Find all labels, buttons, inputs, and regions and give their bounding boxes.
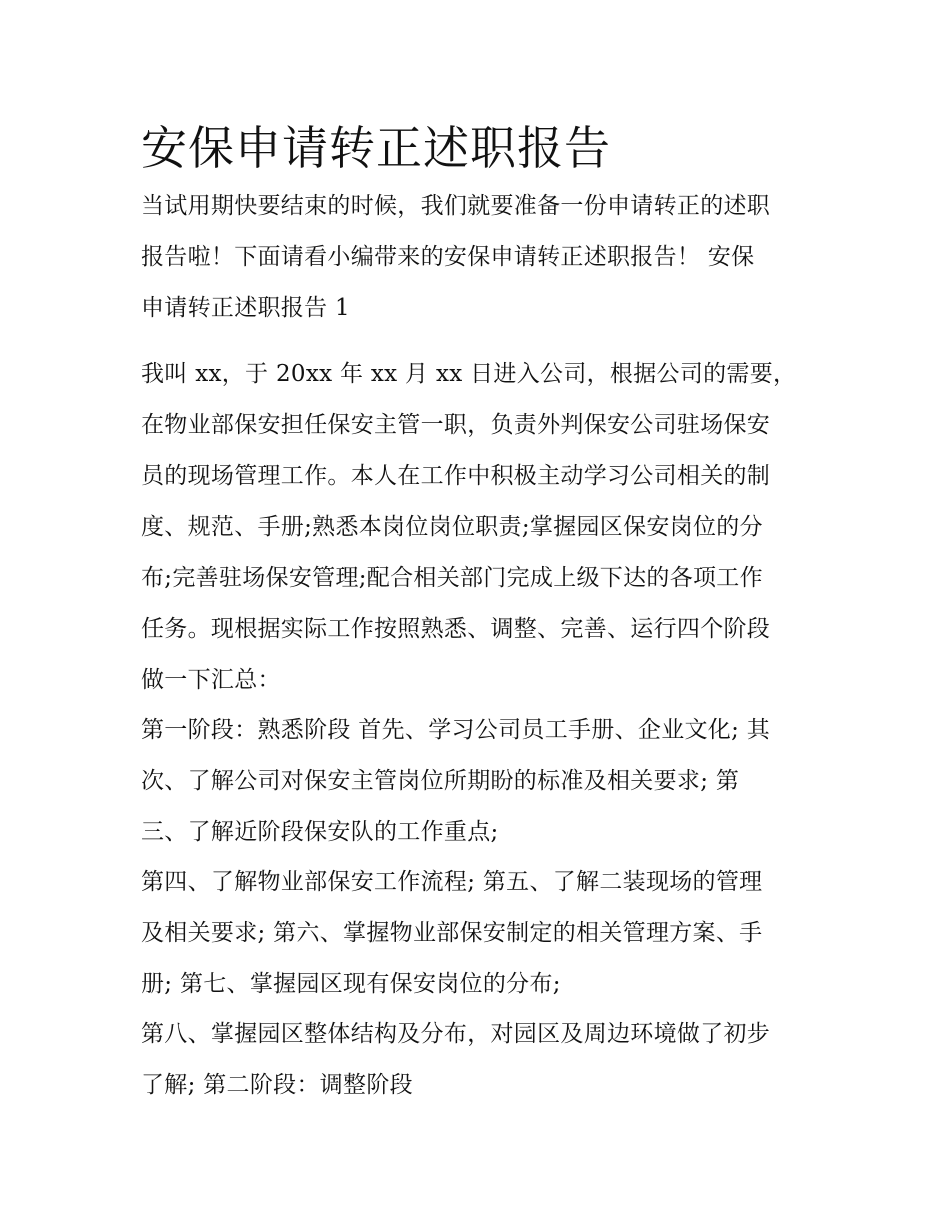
- text-line: 员的现场管理工作。本人在工作中积极主动学习公司相关的制: [141, 463, 771, 489]
- paragraph-self-introduction: [141, 349, 821, 706]
- text-line: 在物业部保安担任保安主管一职，负责外判保安公司驻场保安: [141, 412, 771, 438]
- text-line: 做一下汇总：: [141, 667, 281, 693]
- paragraph-intro: [141, 181, 821, 334]
- text-line: 第一阶段：熟悉阶段 首先、学习公司员工手册、企业文化; 其: [141, 717, 771, 743]
- text-line: 当试用期快要结束的时候，我们就要准备一份申请转正的述职: [141, 193, 771, 219]
- text-line: 度、规范、手册;熟悉本岗位岗位职责;掌握园区保安岗位的分: [141, 514, 763, 540]
- paragraph-items-four-to-seven: [141, 857, 821, 1010]
- text-line: 三、了解近阶段保安队的工作重点;: [141, 819, 499, 845]
- text-line: 第八、掌握园区整体结构及分布，对园区及周边环境做了初步: [141, 1021, 771, 1047]
- paragraph-stage-one: [141, 705, 821, 858]
- text-line: 我叫 xx，于 20xx 年 xx 月 xx 日进入公司，根据公司的需要，: [141, 361, 797, 387]
- text-line: 了解; 第二阶段：调整阶段: [141, 1072, 413, 1098]
- text-line: 第四、了解物业部保安工作流程; 第五、了解二装现场的管理: [141, 869, 763, 895]
- text-line: 及相关要求; 第六、掌握物业部保安制定的相关管理方案、手: [141, 920, 763, 946]
- text-line: 次、了解公司对保安主管岗位所期盼的标准及相关要求; 第: [141, 768, 740, 794]
- text-line: 报告啦！下面请看小编带来的安保申请转正述职报告！ 安保: [141, 244, 755, 270]
- text-line: 申请转正述职报告 1: [141, 295, 350, 321]
- document-title: 安保申请转正述职报告: [141, 121, 611, 175]
- text-line: 册; 第七、掌握园区现有保安岗位的分布;: [141, 971, 561, 997]
- text-line: 布;完善驻场保安管理;配合相关部门完成上级下达的各项工作: [141, 565, 763, 591]
- text-line: 任务。现根据实际工作按照熟悉、调整、完善、运行四个阶段: [141, 616, 771, 642]
- paragraph-item-eight: [141, 1009, 821, 1111]
